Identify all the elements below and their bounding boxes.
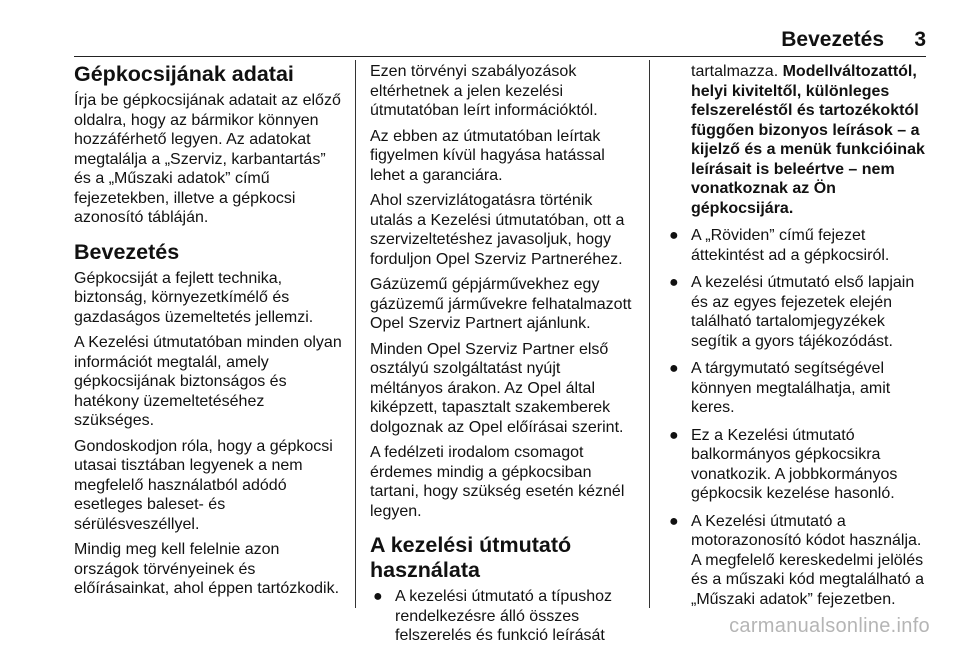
paragraph: Gépkocsiját a fejlett technika, biztonság, környezetkímélő és gazdaságos üzemeltetés jellemzi.: [74, 269, 314, 326]
bullet-text: A tárgymutató segítségével könnyen megtalálhatja, amit keres.: [691, 360, 891, 416]
bullet-text: tartalmazza.: [691, 63, 779, 80]
paragraph: Minden Opel Szerviz Partner első osztályú szolgáltatást nyújt méltányos árakon. Az Opel által kiképzett, tapasztalt szakemberek dolgoznak az Opel előírásai szerint.: [370, 340, 624, 436]
heading-bevezetes: Bevezetés: [74, 239, 180, 264]
bullet-item: [666, 359, 930, 418]
watermark: carmanualsonline.info: [729, 615, 930, 637]
page-header: [74, 22, 926, 57]
bullet-item: [666, 226, 930, 265]
bullet-text: A kezelési útmutató első lapjain és az egyes fejezetek elején található tartalomjegyzékek segítik a gyors tájékozódást.: [691, 274, 915, 350]
bullet-item: [370, 587, 634, 646]
paragraph: Gázüzemű gépjárművekhez egy gázüzemű járművekre felhatalmazott Opel Szerviz Partnert ajánlunk.: [370, 276, 632, 332]
column-2: [370, 62, 634, 654]
bullet-icon: ●: [669, 426, 679, 444]
paragraph: Gondoskodjon róla, hogy a gépkocsi utasai tisztában legyenek a nem megfelelő használatból adódó esetleges baleset- és sérülésveszéllyel.: [74, 437, 333, 533]
paragraph: A fedélzeti irodalom csomagot érdemes mindig a gépkocsiban tartani, hogy szükség esetén kéznél legyen.: [370, 444, 625, 520]
bullet-text: A kezelési útmutató a típushoz rendelkezésre álló összes felszerelés és funkció leírását: [395, 588, 613, 644]
page-number: 3: [914, 28, 926, 51]
column-1: [74, 62, 346, 605]
heading-gepkocsijanak-adatai: Gépkocsijának adatai: [74, 62, 294, 86]
paragraph: Az ebben az útmutatóban leírtak figyelmen kívül hagyása hatással lehet a garanciára.: [370, 127, 605, 184]
column-3: [666, 62, 930, 617]
paragraph: Mindig meg kell felelnie azon országok törvényeinek és előírásainkat, ahol éppen tartózkodik.: [74, 541, 340, 597]
bullet-text: Ez a Kezelési útmutató balkormányos gépkocsikra vonatkozik. A jobbkormányos gépkocsik kezelése hasonló.: [691, 426, 898, 502]
bullet-item: [666, 512, 930, 610]
heading-kezelesi-utmutato-hasznalata: A kezelési útmutató használata: [370, 533, 572, 582]
bullet-text: A Kezelési útmutató a motorazonosító kódot használja. A megfelelő kereskedelmi jelölés és a műszaki kód megtalálható a „Műszaki adatok” fejezetben.: [691, 512, 925, 608]
bullet-icon: ●: [373, 588, 383, 605]
bullet-item: [666, 273, 930, 351]
bullet-text: A „Röviden” című fejezet áttekintést ad a gépkocsiról.: [691, 227, 890, 264]
bullet-continuation: [666, 62, 930, 218]
paragraph: A Kezelési útmutatóban minden olyan információt megtalál, amely gépkocsijának biztonságos és hatékony üzemeltetéséhez szükséges.: [74, 334, 342, 429]
paragraph: Ezen törvényi szabályozások eltérhetnek a jelen kezelési útmutatóban leírt információktól.: [370, 63, 598, 119]
column-divider: [649, 60, 650, 608]
paragraph: Írja be gépkocsijának adatait az előző oldalra, hogy az bármikor könnyen hozzáférhető legyen. Az adatokat megtalálja a „Szerviz, karbantartás” és a „Műszaki adatok” című fejezetekben, illetve a gépkocsi azonosító tábláján.: [74, 92, 341, 226]
bullet-icon: ●: [669, 227, 679, 244]
paragraph: Ahol szervizlátogatásra történik utalás a Kezelési útmutatóban, ott a szervizeltetéshez javasoljuk, hogy forduljon Opel Szerviz Partneréhez.: [370, 192, 625, 268]
bullet-icon: ●: [669, 360, 679, 377]
bullet-icon: ●: [669, 274, 679, 291]
column-divider: [355, 60, 356, 608]
bullet-item: [666, 426, 930, 504]
bullet-icon: ●: [669, 512, 679, 530]
header-title: Bevezetés: [781, 28, 884, 51]
bold-note: Modellváltozattól, helyi kiviteltől, különleges felszereléstől és tartozékoktól függően bizonyos leírások – a kijelző és a menük funkcióinak leírásait is beleértve – nem vonatkoznak az Ön gépkocsijára.: [691, 63, 925, 217]
